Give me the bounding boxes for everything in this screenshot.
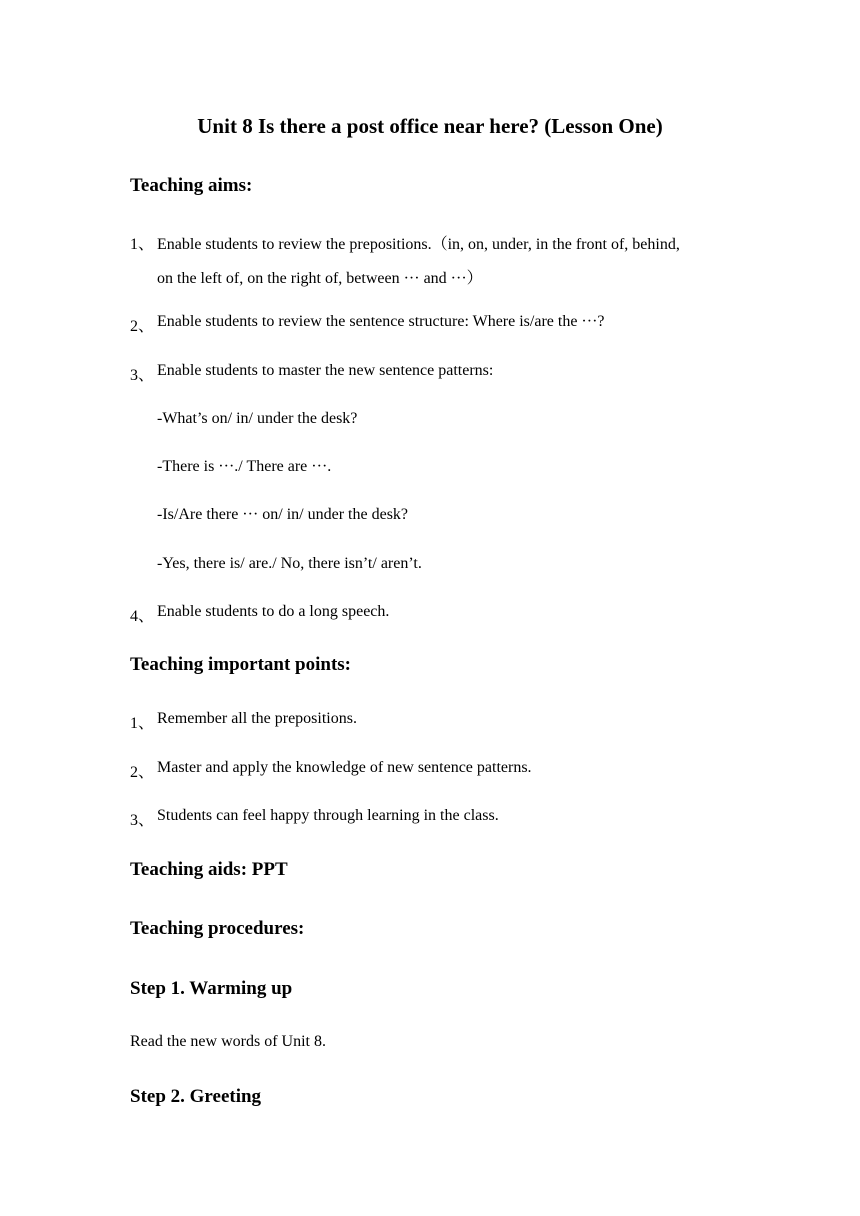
aim-2-number: 2、 (130, 318, 155, 335)
aim-3-text: Enable students to master the new sentence patterns: (157, 362, 494, 379)
page-title: Unit 8 Is there a post office near here? (Lesson One) (197, 114, 663, 138)
point-2-text: Master and apply the knowledge of new sentence patterns. (157, 759, 532, 776)
teaching-aids-heading: Teaching aids: PPT (130, 859, 288, 880)
point-3-text: Students can feel happy through learning in the class. (157, 807, 499, 824)
point-3-number: 3、 (130, 812, 155, 829)
step-1-text: Read the new words of Unit 8. (130, 1033, 326, 1050)
aim-4-number: 4、 (130, 608, 155, 625)
aim-1-text: Enable students to review the prepositions.（in, on, under, in the front of, behind, (157, 236, 680, 253)
pattern-4: -Yes, there is/ are./ No, there isn’t/ aren’t. (157, 555, 422, 572)
aim-3-number: 3、 (130, 367, 155, 384)
point-1-number: 1、 (130, 715, 155, 732)
pattern-1: -What’s on/ in/ under the desk? (157, 410, 358, 427)
step-2-heading: Step 2. Greeting (130, 1086, 262, 1107)
aim-1-number: 1、 (130, 236, 155, 253)
teaching-procedures-heading: Teaching procedures: (130, 918, 305, 939)
step-1-heading: Step 1. Warming up (130, 978, 293, 999)
pattern-2: -There is ···./ There are ···. (157, 458, 332, 475)
aim-1-continuation: on the left of, on the right of, between ··· and ···） (157, 270, 483, 287)
aim-4-text: Enable students to do a long speech. (157, 603, 390, 620)
aim-2-text: Enable students to review the sentence structure: Where is/are the ···? (157, 313, 605, 330)
teaching-aims-heading: Teaching aims: (130, 175, 253, 196)
important-points-heading: Teaching important points: (130, 654, 351, 675)
point-2-number: 2、 (130, 764, 155, 781)
pattern-3: -Is/Are there ··· on/ in/ under the desk? (157, 506, 409, 523)
point-1-text: Remember all the prepositions. (157, 710, 357, 727)
